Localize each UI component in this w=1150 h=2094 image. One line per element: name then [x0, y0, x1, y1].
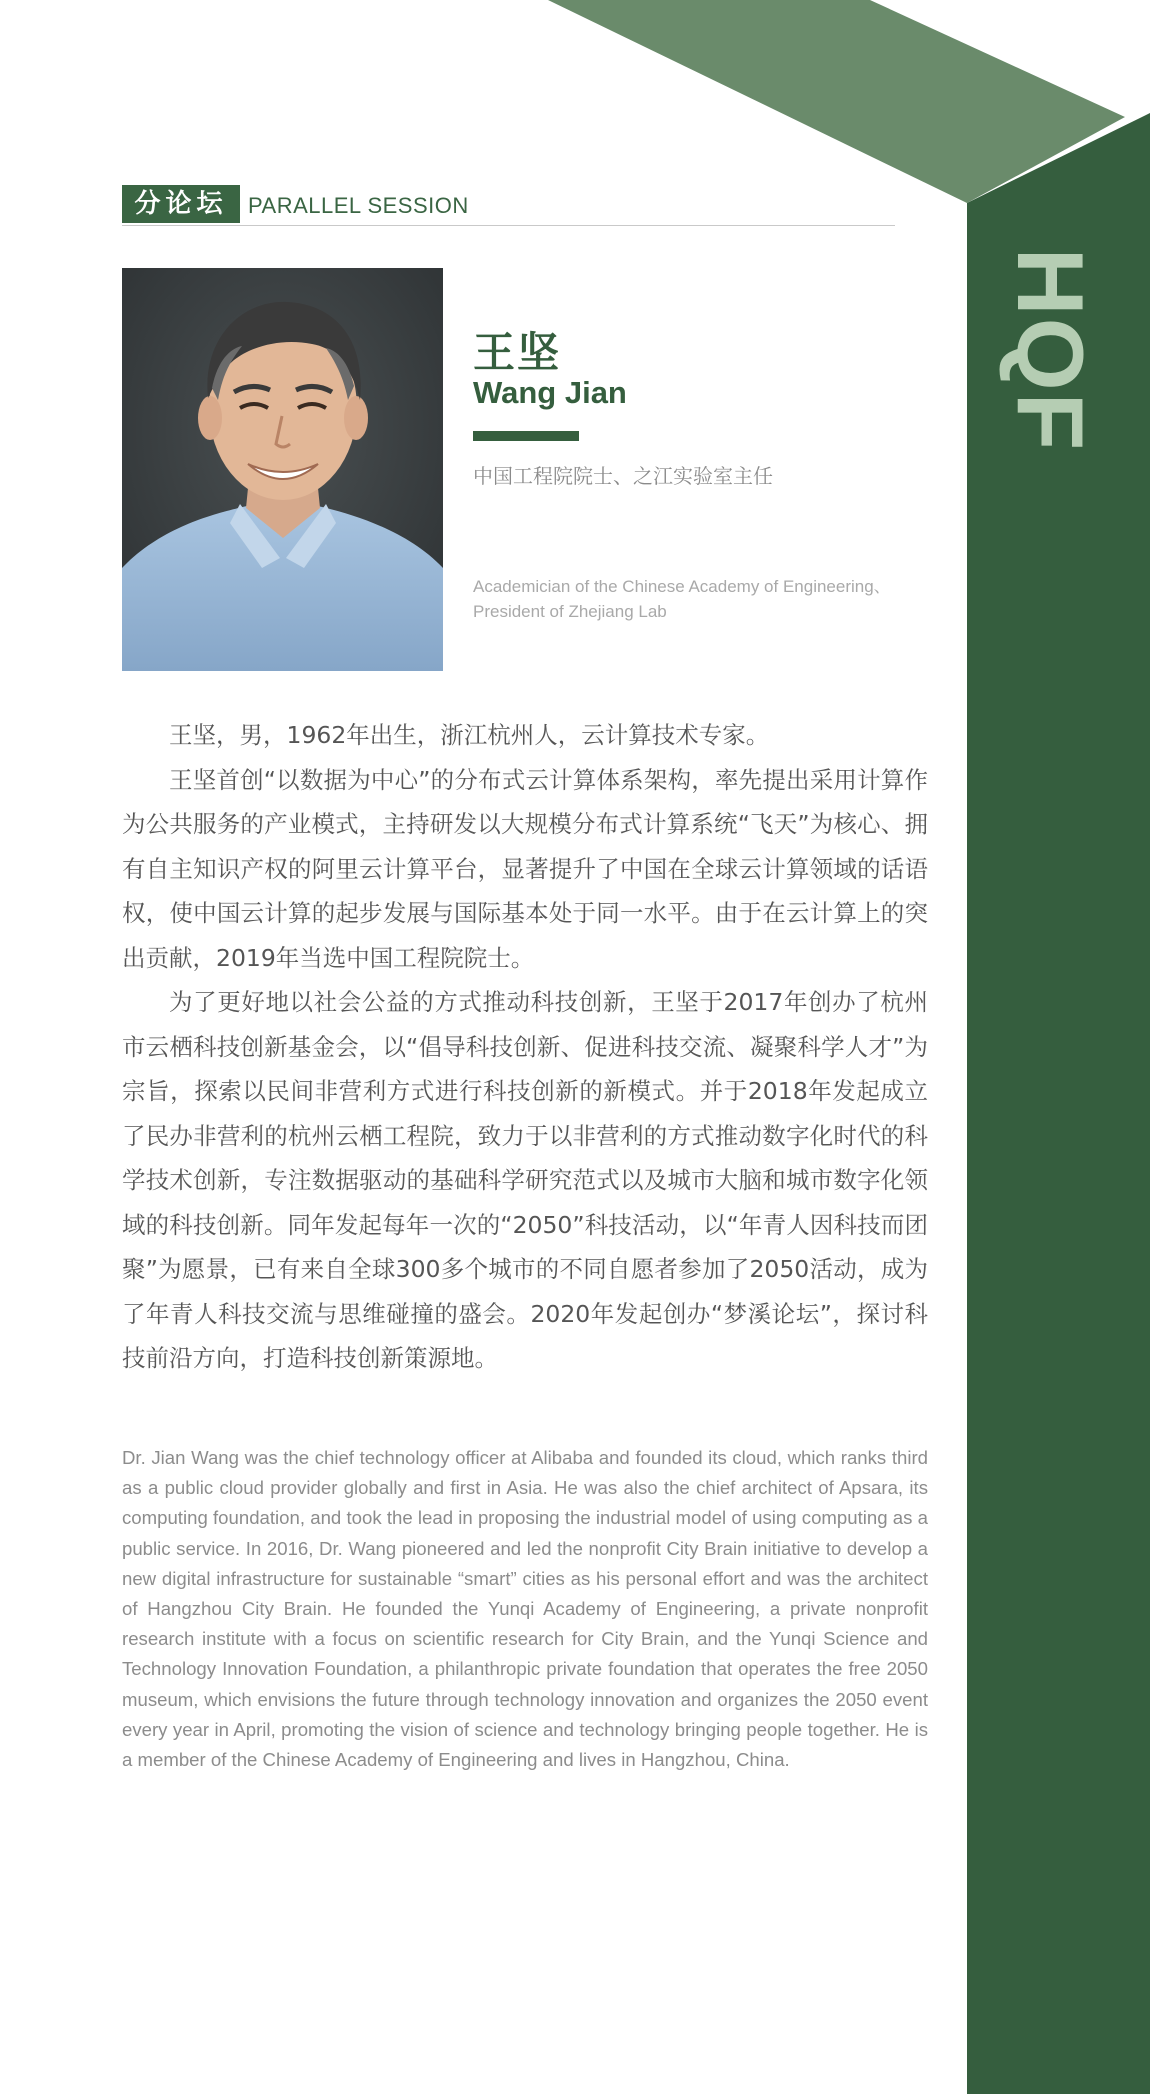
- bio-cn-paragraph-3: 为了更好地以社会公益的方式推动科技创新，王坚于2017年创办了杭州市云栖科技创新基金会，以“倡导科技创新、促进科技交流、凝聚科学人才”为宗旨，探索以民间非营利方式进行科技创新的新模式。并于2018年发起成立了民办非营利的杭州云栖工程院，致力于以非营利的方式推动数字化时代的科学技术创新，专注数据驱动的基础科学研究范式以及城市大脑和城市数字化领域的科技创新。同年发起每年一次的“2050”科技活动，以“年青人因科技而团聚”为愿景，已有来自全球300多个城市的不同自愿者参加了2050活动，成为了年青人科技交流与思维碰撞的盛会。2020年发起创办“梦溪论坛”，探讨科技前沿方向，打造科技创新策源地。: [122, 988, 928, 1372]
- biography-en: [122, 1443, 928, 1775]
- sidebar-brand: [998, 240, 1104, 460]
- speaker-title-cn: 中国工程院院士、之江实验室主任: [473, 464, 773, 488]
- session-label-cn: 分论坛: [122, 185, 240, 223]
- speaker-name-en: Wang Jian: [473, 375, 627, 410]
- bio-cn-paragraph-2: 王坚首创“以数据为中心”的分布式云计算体系架构，率先提出采用计算作为公共服务的产业模式，主持研发以大规模分布式计算系统“飞天”为核心、拥有自主知识产权的阿里云计算平台，显著提升了中国在全球云计算领域的话语权，使中国云计算的起步发展与国际基本处于同一水平。由于在云计算上的突出贡献，2019年当选中国工程院院士。: [122, 765, 928, 972]
- biography-cn: [122, 713, 928, 1381]
- speaker-name-cn: 王坚: [473, 328, 562, 377]
- speaker-photo: [122, 268, 443, 671]
- sidebar-brand-text: HQF: [998, 247, 1104, 453]
- session-header: [122, 185, 895, 226]
- name-underline: [473, 431, 579, 441]
- bio-en-paragraph: Dr. Jian Wang was the chief technology officer at Alibaba and founded its cloud, which ranks third as a public cloud provider globally and first in Asia. He was also the chief architect of Apsara, its computing foundation, and took the lead in proposing the industrial model of using computing as a public service. In 2016, Dr. Wang pioneered and led the nonprofit City Brain initiative to develop a new digital infrastructure for sustainable “smart” cities as his personal effort and was the architect of Hangzhou City Brain. He founded the Yunqi Academy of Engineering, a private nonprofit research institute with a focus on scientific research for City Brain, and the Yunqi Science and Technology Innovation Foundation, a philanthropic private foundation that operates the free 2050 museum, which envisions the future through technology innovation and organizes the 2050 event every year in April, promoting the vision of science and technology bringing people together. He is a member of the Chinese Academy of Engineering and lives in Hangzhou, China.: [122, 1447, 928, 1771]
- bio-cn-paragraph-1: 王坚，男，1962年出生，浙江杭州人，云计算技术专家。: [169, 721, 770, 749]
- session-label-en: PARALLEL SESSION: [248, 193, 469, 218]
- speaker-title-en: Academician of the Chinese Academy of Engineering、President of Zhejiang Lab: [473, 577, 891, 621]
